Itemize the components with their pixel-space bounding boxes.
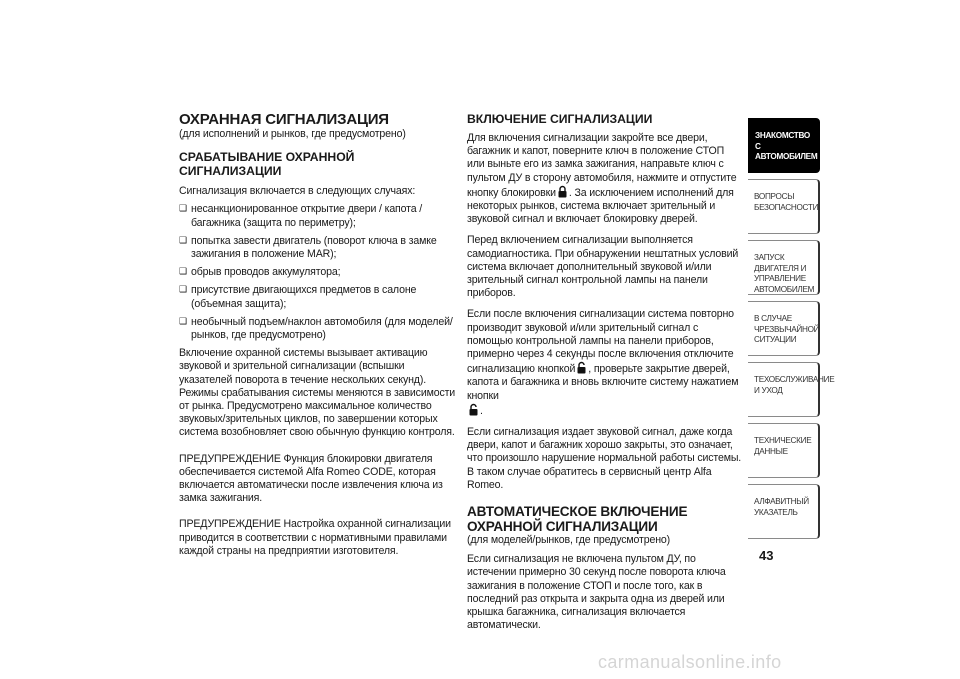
body-text: . bbox=[480, 404, 483, 417]
body-paragraph: Включение охранной системы вызывает активацию звуковой и зрительной сигнализации (вспышки указателей поворота в течение нескольких секунд). Режимы срабатывания системы меняются в зависимости от рынка. Предусмотрено максимальное количество звуковых/зрительных циклов, по завершении которых система возобновляет свою обычную функцию контроля. bbox=[179, 347, 456, 439]
body-text: Если после включения сигнализации система повторно производит звуковой и/или зрительный сигнал с помощью контрольной лампы на панели приборов, примерно через 4 секунды после включения отключите сигнализацию кнопкой bbox=[467, 308, 734, 376]
body-text: . За исключением исполнений для некоторых рынков, система включает зрительный и звуковой сигнал и включает блокировку дверей. bbox=[467, 186, 734, 226]
body-text: , проверьте закрытие дверей, капота и багажника и вновь включите систему нажатием кнопки bbox=[467, 363, 739, 402]
body-paragraph bbox=[467, 308, 743, 418]
body-paragraph: Если сигнализация издает звуковой сигнал, даже когда двери, капот и багажник хорошо закрыты, это означает, что произошло нарушение нормальной работы системы. В таком случае обратитесь в сервисный центр Alfa Romeo. bbox=[467, 426, 742, 491]
tab-safety[interactable]: ВОПРОСЫ БЕЗОПАСНОСТИ bbox=[748, 179, 820, 234]
tab-introduction[interactable]: ЗНАКОМСТВО С АВТОМОБИЛЕМ bbox=[748, 118, 820, 173]
body-text: Для включения сигнализации закройте все двери, багажник и капот, поверните ключ в положение СТОП или выньте его из замка зажигания, направьте ключ с пультом ДУ в сторону автомобиля, нажмите и отпустите кнопку блокировки bbox=[467, 132, 737, 199]
tab-technical-data[interactable]: ТЕХНИЧЕСКИЕ ДАННЫЕ bbox=[748, 423, 820, 478]
warning-paragraph: ПРЕДУПРЕЖДЕНИЕ Функция блокировки двигателя обеспечивается системой Alfa Romeo CODE, которая включается автоматически после извлечения ключа из замка зажигания. bbox=[179, 452, 443, 505]
page-number: 43 bbox=[759, 548, 774, 563]
lock-icon bbox=[558, 185, 567, 198]
unlock-icon bbox=[577, 361, 586, 374]
section-title: ОХРАННАЯ СИГНАЛИЗАЦИЯ bbox=[179, 111, 389, 128]
warning-paragraph: ПРЕДУПРЕЖДЕНИЕ Настройка охранной сигнализации приводится в соответствии с нормативными правилами каждой страны на предприятии изготовителя. bbox=[179, 518, 451, 557]
tab-maintenance[interactable]: ТЕХОБСЛУЖИВАНИЕ И УХОД bbox=[748, 362, 820, 417]
left-column bbox=[179, 112, 459, 566]
list-item: ❑ обрыв проводов аккумулятора; bbox=[179, 266, 459, 279]
section-subtitle: (для моделей/рынков, где предусмотрено) bbox=[467, 534, 671, 547]
trigger-list bbox=[179, 203, 459, 342]
subsection-title: СРАБАТЫВАНИЕ ОХРАННОЙ СИГНАЛИЗАЦИИ bbox=[179, 150, 355, 179]
section-title: ВКЛЮЧЕНИЕ СИГНАЛИЗАЦИИ bbox=[467, 112, 653, 126]
tab-index[interactable]: АЛФАВИТНЫЙ УКАЗАТЕЛЬ bbox=[748, 484, 820, 539]
list-item: ❑ попытка завести двигатель (поворот ключа в замке зажигания в положение MAR); bbox=[179, 235, 459, 261]
body-paragraph bbox=[467, 132, 743, 226]
tab-emergency[interactable]: В СЛУЧАЕ ЧРЕЗВЫЧАЙНОЙ СИТУАЦИИ bbox=[748, 301, 820, 356]
body-paragraph: Если сигнализация не включена пультом ДУ, по истечении примерно 30 секунд после поворота ключа зажигания в положение СТОП и после того, как в последний раз открыта и закрыта одна из дверей или крышка багажника, сигнализация включается автоматически. bbox=[467, 553, 726, 632]
intro-text: Сигнализация включается в следующих случаях: bbox=[179, 185, 416, 198]
section-subtitle: (для исполнений и рынков, где предусмотрено) bbox=[179, 128, 406, 140]
list-item: ❑ необычный подъем/наклон автомобиля (для моделей/рынков, где предусмотрено) bbox=[179, 316, 459, 342]
tab-driving[interactable]: ЗАПУСК ДВИГАТЕЛЯ И УПРАВЛЕНИЕ АВТОМОБИЛЕМ bbox=[748, 240, 820, 295]
chapter-sidebar bbox=[748, 118, 835, 545]
list-item: ❑ несанкционированное открытие двери / капота / багажника (защита по периметру); bbox=[179, 203, 459, 229]
body-paragraph: Перед включением сигнализации выполняется самодиагностика. При обнаружении нештатных условий система включает дополнительный звуковой и/или зрительный сигнал контрольной лампы на панели приборов. bbox=[467, 234, 739, 300]
right-column bbox=[467, 112, 743, 641]
list-item: ❑ присутствие двигающихся предметов в салоне (объемная защита); bbox=[179, 284, 459, 310]
section-title: АВТОМАТИЧЕСКОЕ ВКЛЮЧЕНИЕ ОХРАННОЙ СИГНАЛИЗАЦИИ bbox=[467, 504, 688, 535]
unlock-icon bbox=[469, 403, 478, 416]
watermark: carmanualsonline.info bbox=[598, 652, 782, 672]
